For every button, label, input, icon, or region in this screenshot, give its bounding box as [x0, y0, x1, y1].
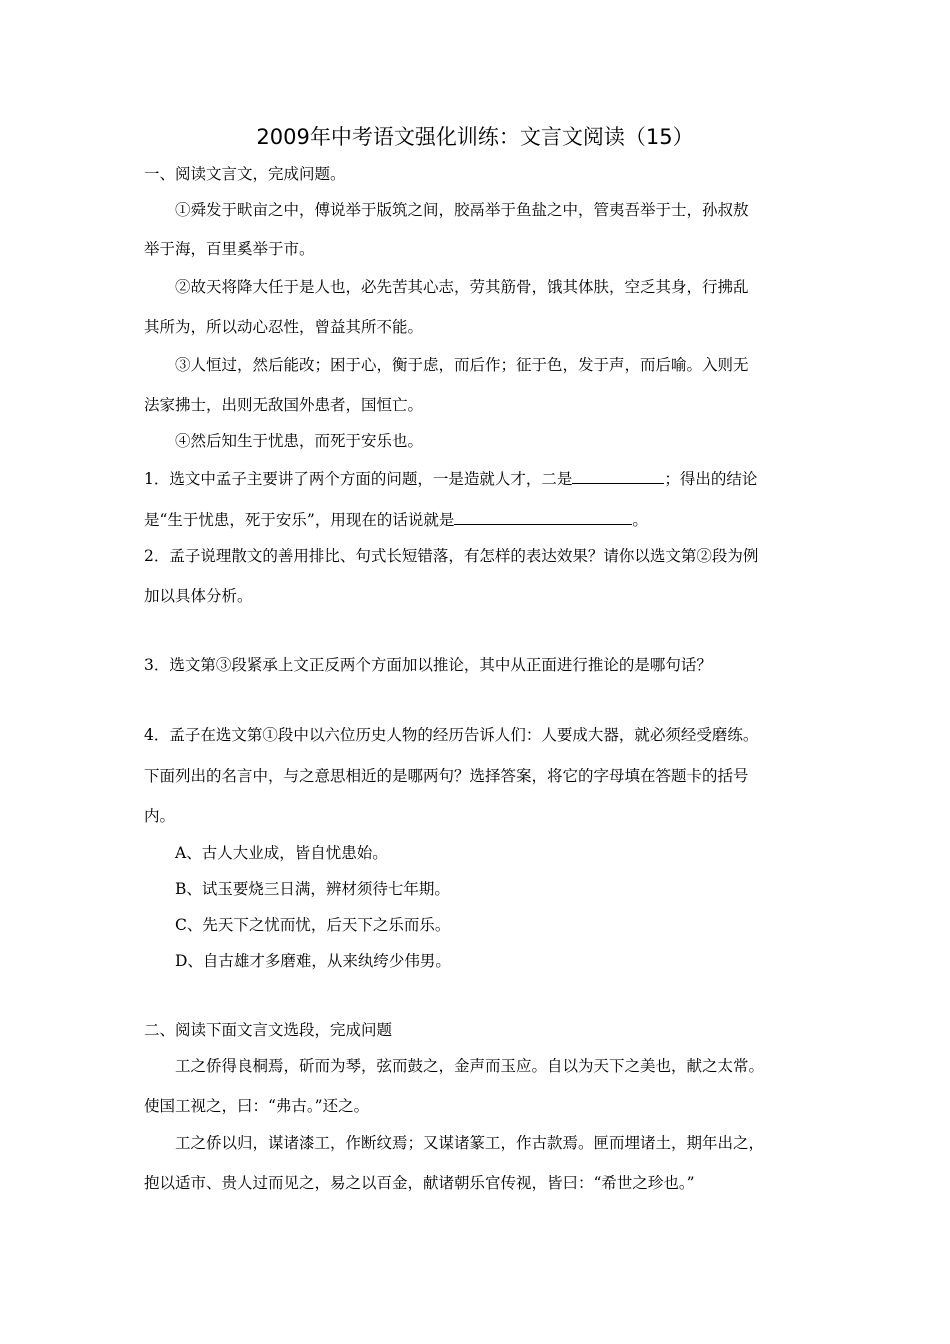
section1-heading: 一、阅读文言文，完成问题。	[144, 165, 346, 183]
question1-line1	[144, 467, 757, 490]
passage2-paragraph2-line2: 抱以适市、贵人过而见之，易之以百金，献诸朝乐官传视，皆曰：“希世之珍也。”	[144, 1174, 695, 1192]
option-d: D、自古雄才多磨难，从来纨绔少伟男。	[175, 952, 451, 970]
passage1-paragraph2-line2: 其所为，所以动心忍性，曾益其所不能。	[144, 318, 424, 336]
section2-heading: 二、阅读下面文言文选段，完成问题	[144, 1021, 393, 1039]
question1-line2	[144, 508, 648, 531]
passage2-paragraph1-line2: 使国工视之，曰：“弗古。”还之。	[144, 1097, 370, 1115]
passage1-paragraph1-line2: 举于海，百里奚举于市。	[144, 240, 315, 258]
question2-line1: 2．孟子说理散文的善用排比、句式长短错落，有怎样的表达效果？请你以选文第②段为例	[144, 547, 759, 565]
passage1-paragraph1-line1: ①舜发于畎亩之中，傅说举于版筑之间，胶鬲举于鱼盐之中，管夷吾举于士，孙叔敖	[175, 201, 749, 219]
option-c: C、先天下之忧而忧，后天下之乐而乐。	[175, 916, 451, 934]
question4-line2: 下面列出的名言中，与之意思相近的是哪两句？选择答案，将它的字母填在答题卡的括号	[144, 767, 749, 785]
answer-blank-2[interactable]	[454, 508, 632, 525]
question3-line1: 3．选文第③段紧承上文正反两个方面加以推论，其中从正面进行推论的是哪句话？	[144, 656, 712, 674]
option-b: B、试玉要烧三日满，辨材须待七年期。	[175, 880, 450, 898]
question4-line3: 内。	[144, 807, 176, 825]
passage1-paragraph3-line1: ③人恒过，然后能改；困于心，衡于虑，而后作；征于色，发于声，而后喻。入则无	[175, 356, 749, 374]
passage1-paragraph2-line1: ②故天将降大任于是人也，必先苦其心志，劳其筋骨，饿其体肤，空乏其身，行拂乱	[175, 278, 749, 296]
question1-text-d: 。	[632, 511, 648, 529]
passage1-paragraph3-line2: 法家拂士，出则无敌国外患者，国恒亡。	[144, 396, 424, 414]
answer-blank-1[interactable]	[572, 467, 664, 484]
passage2-paragraph2-line1: 工之侨以归，谋诸漆工，作断纹焉；又谋诸篆工，作古款焉。匣而埋诸土，期年出之，	[175, 1134, 765, 1152]
question1-text-b: ；得出的结论	[664, 470, 758, 488]
document-title: 2009年中考语文强化训练：文言文阅读（15）	[256, 125, 694, 149]
passage1-paragraph4-line1: ④然后知生于忧患，而死于安乐也。	[175, 432, 424, 450]
question2-line2: 加以具体分析。	[144, 587, 253, 605]
question1-text-a: 1．选文中孟子主要讲了两个方面的问题，一是造就人才，二是	[144, 470, 573, 488]
option-a: A、古人大业成，皆自忧患始。	[175, 844, 388, 862]
question1-text-c: 是“生于忧患，死于安乐”，用现在的话说就是	[144, 511, 455, 529]
question4-line1: 4．孟子在选文第①段中以六位历史人物的经历告诉人们：人要成大器，就必须经受磨练。	[144, 726, 759, 744]
passage2-paragraph1-line1: 工之侨得良桐焉，斫而为琴，弦而鼓之，金声而玉应。自以为天下之美也，献之太常。	[175, 1057, 765, 1075]
